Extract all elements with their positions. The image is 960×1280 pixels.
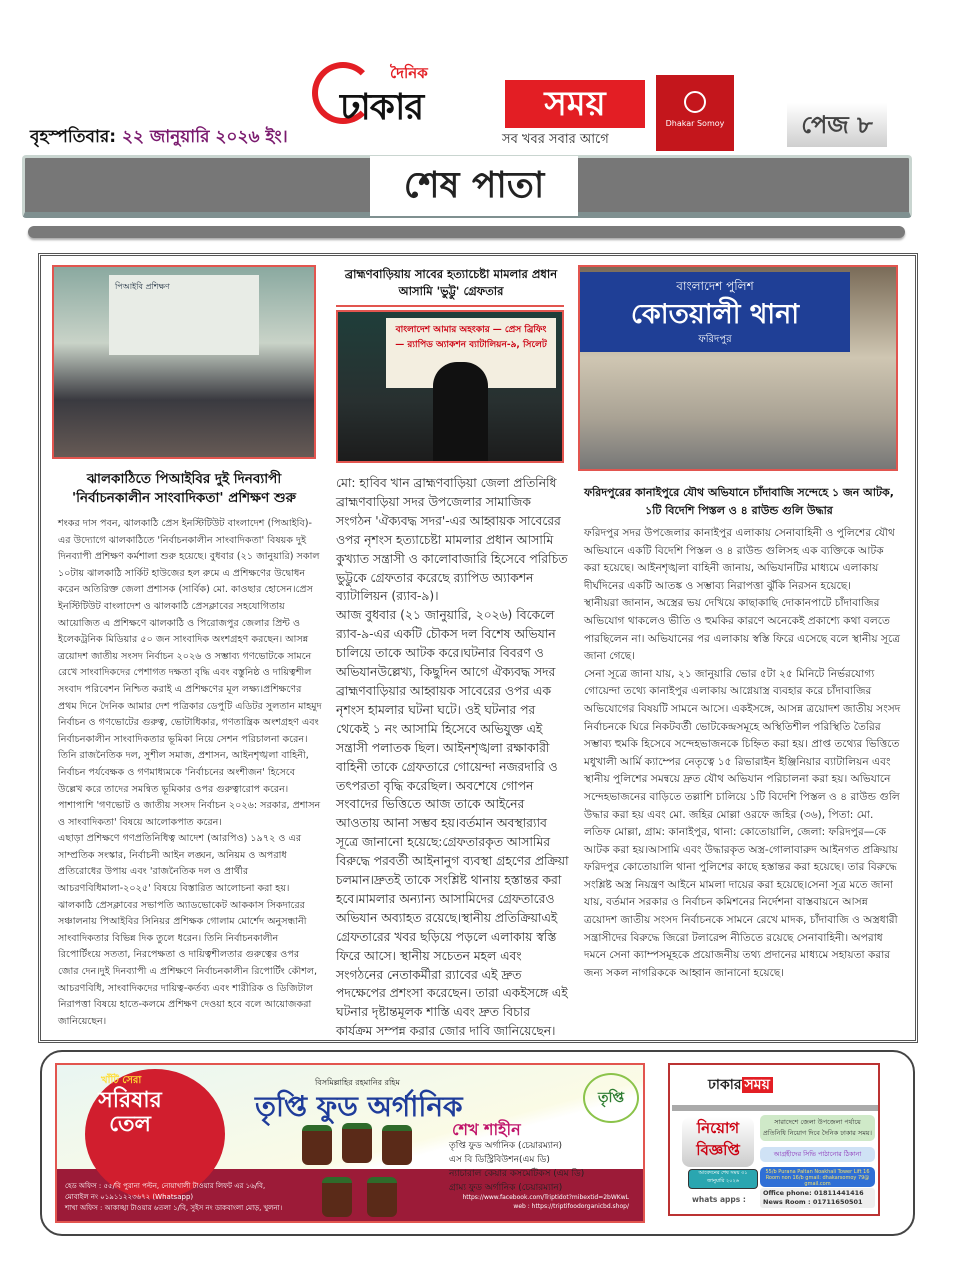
paragraph: মো: হাবিব খান ব্রাহ্মণবাড়িয়া জেলা প্রতিনিধি ব্রাহ্মণবাড়িয়া সদর উপজেলার সামাজিক সংগঠন 'ঐক্যবদ্ধ সদর'-এর আহ্বায়ক সাবেরের ওপর নৃশংস হত্যাচেষ্টা মামলার প্রধান আসামি কুখ্যাত সন্ত্রাসী ও কালোবাজারি হিসেবে পরিচিত ভুট্টুকে গ্রেফতার করেছে র‍্যাপিড অ্যাকশন ব্যাটালিয়ন (র‍্যাব-৯)। [336,476,568,604]
clock-icon [684,91,706,113]
ad-links [449,1193,629,1211]
ad-person: শেখ শাহীন [452,1120,521,1139]
article-headline[interactable]: ঝালকাঠিতে পিআইবির দুই দিনব্যাপী 'নির্বাচনকালীন সাংবাদিকতা' প্রশিক্ষণ শুরু [72,471,296,506]
article-headline[interactable]: ব্রাহ্মণবাড়িয়ায় সাবের হত্যাচেষ্টা মামলার প্রধান আসামি 'ভুট্টু' গ্রেফতার [344,267,558,298]
person-figure [433,362,488,463]
logo-somoy: সময় [742,1077,773,1093]
photo-banner: বাংলাদেশ আমার অহংকার — প্রেস ব্রিফিং — র‍্যাপিড অ্যাকশন ব্যাটালিয়ন-৯, সিলেট [386,318,556,388]
whatsapp-label: whats apps : [692,1195,746,1204]
ad-address [65,1181,282,1214]
paragraph: শংকর দাস পবন, ঝালকাঠি প্রেস ইনস্টিটিউট বাংলাদেশ (পিআইবি)-এর উদ্যোগে ঝালকাঠিতে 'নির্বাচনকালীন সাংবাদিকতা' বিষয়ক দুই দিনব্যাপী প্রশিক্ষণ কর্মশালা শুরু হয়েছে। বুধবার (২১ জানুয়ারি) সকাল ১০টায় ঝালকাঠি সার্কিট হাউজের হল রুমে এ প্রশিক্ষণের উদ্বোধন করেন অতিরিক্ত জেলা প্রশাসক (সার্বিক) মো. কাওছার হোসেন।প্রেস ইনস্টিটিউট বাংলাদেশ ও ঝালকাঠি প্রেসক্লাবের সহযোগিতায় আয়োজিত এ প্রশিক্ষণে ঝালকাঠি ও পিরোজপুর জেলার প্রিন্ট ও ইলেকট্রনিক মিডিয়ার ৫০ জন সাংবাদিক অংশগ্রহণ করছেন। আসন্ন ত্রয়োদশ জাতীয় সংসদ নির্বাচন ২০২৬ ও সম্ভাব্য গণভোটকে সামনে রেখে সাংবাদিকদের পেশাগত দক্ষতা বৃদ্ধি এবং বস্তুনিষ্ঠ ও দায়িত্বশীল সংবাদ পরিবেশন নিশ্চিত করাই এ প্রশিক্ষণের মূল লক্ষ্য।প্রশিক্ষণের প্রথম দিনে দৈনিক আমার দেশ পত্রিকার ডেপুটি এডিটর সুলতান মাহমুদ নির্বাচন ও গণভোটের গুরুত্ব, ভোটাধিকার, গণতান্ত্রিক অংশগ্রহণ এবং নির্বাচনকালীন সাংবাদিকতার ভূমিকা নিয়ে সেশন পরিচালনা করেন। তিনি রাজনৈতিক দল, সুশীল সমাজ, প্রশাসন, আইনশৃঙ্খলা বাহিনী, নির্বাচন পর্যবেক্ষক ও গণমাধ্যমকে 'নির্বাচনের অংশীজন' হিসেবে উল্লেখ করে তাদের সমন্বিত ভূমিকার ওপর গুরুত্বারোপ করেন। পাশাপাশি 'গণভোট ও জাতীয় সংসদ নির্বাচন ২০২৬: সরকার, প্রশাসন ও সাংবাদিকতা' বিষয়ে আলোকপাত করেন। [58,518,322,828]
ad-brand: তৃপ্তি ফুড অর্গানিক [255,1090,463,1123]
divider [28,226,905,238]
facebook-link[interactable]: https://www.facebook.com/Triptidot?mibextid=2bWKwL [462,1194,629,1201]
paragraph: এছাড়া প্রশিক্ষণে গণপ্রতিনিধিত্ব আদেশ (আরপিও) ১৯৭২ ও এর সাম্প্রতিক সংস্কার, নির্বাচনী আইন লঙ্ঘন, অনিয়ম ও অপরাধ প্রতিরোধের উপায় এবং 'রাজনৈতিক দল ও প্রার্থীর আচরণবিধিমালা-২০২৫' বিষয়ে বিস্তারিত আলোচনা করা হয়।ঝালকাঠি প্রেসক্লাবের সভাপতি অ্যাডভোকেট আককাস সিকদারের সঞ্চালনায় পিআইবির সিনিয়র প্রশিক্ষক গোলাম মোর্শেদ অনুসন্ধানী সাংবাদিকতার বিভিন্ন দিক তুলে ধরেন। তিনি নির্বাচনকালীন রিপোর্টিংয়ে সততা, নিরপেক্ষতা ও দায়িত্বশীলতার গুরুত্বের ওপর জোর দেন।দুই দিনব্যাপী এ প্রশিক্ষণে নির্বাচনকালীন রিপোর্টিং কৌশল, আচরণবিধি, সাংবাদিকদের দায়িত্ব-কর্তব্য এবং শারীরিক ও ডিজিটাল নিরাপত্তা বিষয়ে হাতে-কলমে প্রশিক্ষণ দেওয়া হবে বলে আয়োজকরা জানিয়েছেন। [58,833,318,1027]
logo-tagline: সব খবর সবার আগে [502,132,609,147]
article-headline[interactable]: ফরিদপুরের কানাইপুরে যৌথ অভিযানে চাঁদাবাজি সন্দেহে ১ জন আটক, ১টি বিদেশি পিস্তল ও ৪ রাউন্ড গুলি উদ্ধার [584,486,894,517]
phones [760,1188,875,1208]
cv-address: 55/b Purana Paltan Noakhali Tower Lift 16 Room non 16/b gmail: dhakarsomoy 79@ gmail.com [760,1167,875,1187]
paragraph: স্থানীয়রা জানান, অস্ত্রের ভয় দেখিয়ে কাছাকাছি দোকানপাটে চাঁদাবাজির অভিযোগ থাকলেও ভীতি ও হুমকির কারণে অনেকেই প্রকাশ্যে কথা বলতে পারছিলেন না। অভিযানের পর এলাকায় স্বস্তি ফিরে এসেছে বলে স্থানীয় সূত্রে জানা গেছে। [584,597,901,663]
newsroom-phone: News Room : 01711650501 [763,1198,863,1206]
date-value: ২২ জানুয়ারি ২০২৬ ইং। [121,127,288,147]
paragraph: সেনা সূত্রে জানা যায়, ২১ জানুয়ারি ভোর ৫টা ২৫ মিনিটে নির্ভরযোগ্য গোয়েন্দা তথ্যে কানাইপুর এলাকায় আগ্নেয়াস্ত্র ব্যবহার করে চাঁদাবাজির অভিযোগের বিষয়টি সামনে আসে। একইসঙ্গে, আসন্ন ত্রয়োদশ জাতীয় সংসদ নির্বাচনকে ঘিরে নিকটবর্তী ভোটকেন্দ্রসমূহে অস্থিতিশীল পরিস্থিতি তৈরির সম্ভাব্য হুমকি হিসেবে সন্দেহভাজনকে চিহ্নিত করা হয়। প্রাপ্ত তথ্যের ভিত্তিতে মধুখালী আর্মি ক্যাম্পের নেতৃত্বে ১৫ রিভারাইন ইঞ্জিনিয়ার ব্যাটালিয়ন এবং স্থানীয় পুলিশের সমন্বয়ে দ্রুত যৌথ অভিযান পরিচালনা করা হয়। অভিযানে সন্দেহভাজনের বাড়িতে তল্লাশি চালিয়ে ১টি বিদেশি পিস্তল ও ৪ রাউন্ড গুলি উদ্ধার করা হয় এবং মো. জহির মোল্লা ওরফে জহির (৩৬), পিতা: মো. লতিফ মোল্লা, গ্রাম: কানাইপুর, থানা: কোতোয়ালি, জেলা: ফরিদপুর—কে আটক করা হয়।আসামি এবং উদ্ধারকৃত অস্ত্র-গোলাবারুদ আইনগত প্রক্রিয়ায় ফরিদপুর কোতোয়ালি থানা পুলিশের কাছে হস্তান্তর করা হয়েছে। তার বিরুদ্ধে সংশ্লিষ্ট অস্ত্র নিয়ন্ত্রণ আইনে মামলা দায়ের করা হয়েছে।সেনা সূত্র মতে জানা যায়, বর্তমান সরকার ও নির্বাচন কমিশনের নির্দেশনা বাস্তবায়নে আসন্ন ত্রয়োদশ জাতীয় সংসদ নির্বাচনকে সামনে রেখে মাদক, চাঁদাবাজি ও অস্ত্রধারী সন্ত্রাসীদের বিরুদ্ধে জিরো টলারেন্স নীতিতে রয়েছে সেনাবাহিনী। অপরাধ দমনে সেনা ক্যাম্পসমূহকে প্রয়োজনীয় তথ্য প্রদানের মাধ্যমে সহায়তা করার জন্য সকল নাগরিককে আহ্বান জানানো হয়েছে। [584,667,901,979]
logo-somoy: সময় [505,80,645,128]
page-number: পেজ ৮ [787,103,887,147]
title-line: নিয়োগ [696,1119,740,1137]
jar-image [367,1177,397,1217]
title-line: বিজ্ঞপ্তি [696,1141,740,1159]
article-photo [336,310,564,463]
paragraph: আজ বুধবার (২১ জানুয়ারি, ২০২৬) বিকেলে র‍্যাব-৯-এর একটি চৌকস দল বিশেষ অভিযান চালিয়ে তাকে আটক করে।ঘটনার বিবরণ ও অভিযানউল্লেখ্য, কিছুদিন আগে ঐক্যবদ্ধ সদর ব্রাহ্মণবাড়িয়ার আহ্বায়ক সাবেরের ওপর এক নৃশংস হামলার ঘটনা ঘটে। ওই ঘটনার পর থেকেই ১ নং আসামি হিসেবে অভিযুক্ত এই সন্ত্রাসী পলাতক ছিল। আইনশৃঙ্খলা রক্ষাকারী বাহিনী তাকে গ্রেফতারে গোয়েন্দা নজরদারি ও তৎপরতা বৃদ্ধি করেছিল। অবশেষে গোপন সংবাদের ভিত্তিতে আজ তাকে আইনের আওতায় আনা সম্ভব হয়।বর্তমান অবস্থার‍্যাব সূত্রে জানানো হয়েছে:গ্রেফতারকৃত আসামির বিরুদ্ধে পরবর্তী আইনানুগ ব্যবস্থা গ্রহণের প্রক্রিয়া চলমান।দ্রুতই তাকে সংশ্লিষ্ট থানায় হস্তান্তর করা হবে।মামলার অন্যান্য আসামিদের গ্রেফতারেও অভিযান অব্যাহত রয়েছে।স্থানীয় প্রতিক্রিয়াএই গ্রেফতারের খবর ছড়িয়ে পড়লে এলাকায় স্বস্তি ফিরে আসে। স্থানীয় সচেতন মহল এবং সংগঠনের নেতাকর্মীরা র‍্যাবের এই দ্রুত পদক্ষেপের প্রশংসা করেছেন। তারা একইসঙ্গে এই ঘটনার দৃষ্টান্তমূলক শাস্তি এবং দ্রুত বিচার কার্যক্রম সম্পন্ন করার জোর দাবি জানিয়েছেন। [336,608,569,1039]
date-weekday: বৃহস্পতিবার: [30,127,122,147]
jar-image [302,1125,332,1165]
jar-image [342,1123,372,1163]
oil-top: খাঁটি সেরা [101,1075,142,1086]
address-line: মোবাইল নং ০১৯১১২২৩৬৭২ (Whatsapp) [65,1193,194,1201]
logo-dhakar: ঢাকার [340,87,424,128]
role: গ্রাম্য ফুড অর্গানিক (চেয়ারম্যান) [449,1183,563,1193]
jar-image [322,1177,352,1217]
oil-title: সরিষার তেল [98,1088,162,1137]
office-phone: Office phone: 01811441416 [763,1189,864,1197]
section-title: শেষ পাতা [370,156,578,216]
role: তৃপ্তি ফুড অর্গানিক (চেয়ারম্যান) [449,1141,563,1151]
issue-date [30,124,288,152]
logo-dhakar: ঢাকার [708,1077,742,1093]
article-body [584,525,902,982]
recruit-title [682,1117,754,1167]
address-line: শাখা অফিস : আকাঙ্খা টাওয়ার ৬তলা ১/বি, সুইস নং ডাকবাংলা মোড়, খুলনা। [65,1204,283,1212]
sign-line: ফরিদপুর [698,334,732,345]
divider [336,305,564,307]
police-station-sign [580,272,850,352]
jar-image [382,1125,412,1165]
article-photo [578,265,898,471]
sign-line: কোতয়ালী থানা [630,299,800,330]
brand-badge [656,75,734,151]
article-photo [52,265,316,459]
address-line: হেড অফিস : ৫৫/বি পুরানা পল্টন, নোয়াখালী টাওয়ার লিফট এর ১৬/বি, [65,1182,266,1190]
article-body [336,474,570,1041]
deadline: আবেদনের শেষ সময় ৩১ জানুয়ারি ২০২৬ [688,1169,758,1189]
web-link[interactable]: web : https://triptifoodorganicbd.shop/ [513,1203,629,1210]
recruit-info: সারাদেশে জেলা উপজেলা পর্যায়ে প্রতিনিধি নিয়োগ দিবে দৈনিক ঢাকার সময়। [760,1115,875,1141]
role: ন্যাচারাল কেয়ার কসমেটিকস (এম ডি) [449,1169,585,1179]
role: এস বি ডিস্ট্রিবিউশন(এম ডি) [449,1155,550,1165]
ad-roles [449,1139,584,1195]
paragraph: ফরিদপুর সদর উপজেলার কানাইপুর এলাকায় সেনাবাহিনী ও পুলিশের যৌথ অভিযানে একটি বিদেশি পিস্তল ও ৪ রাউন্ড গুলিসহ এক ব্যক্তিকে আটক করা হয়েছে। আইনশৃঙ্খলা বাহিনী জানায়, অভিযানটির মাধ্যমে এলাকায় দীর্ঘদিনের একটি আতঙ্ক ও সম্ভাব্য নিরাপত্তা ঝুঁকি নিরসন হয়েছে। [584,527,895,592]
sign-line: বাংলাদেশ পুলিশ [676,279,754,293]
recruitment-ad[interactable] [668,1063,880,1216]
tripti-logo: তৃপ্তি [583,1073,639,1123]
ad-logo [708,1073,773,1097]
tripti-food-ad[interactable] [55,1063,645,1223]
ad-bismillah: বিসমিল্লাহির রহমানির রহিম [315,1078,400,1087]
logo-dainik: দৈনিক [390,64,428,82]
brand-badge-label: Dhakar Somoy [665,119,725,128]
newspaper-logo [310,58,645,153]
divider [672,1105,878,1111]
photo-banner: পিআইবি প্রশিক্ষণ [109,275,259,355]
cv-address-label: আগ্রহীদের সিভি পাঠানোর ঠিকানা [760,1147,875,1162]
article-body [58,516,322,1030]
